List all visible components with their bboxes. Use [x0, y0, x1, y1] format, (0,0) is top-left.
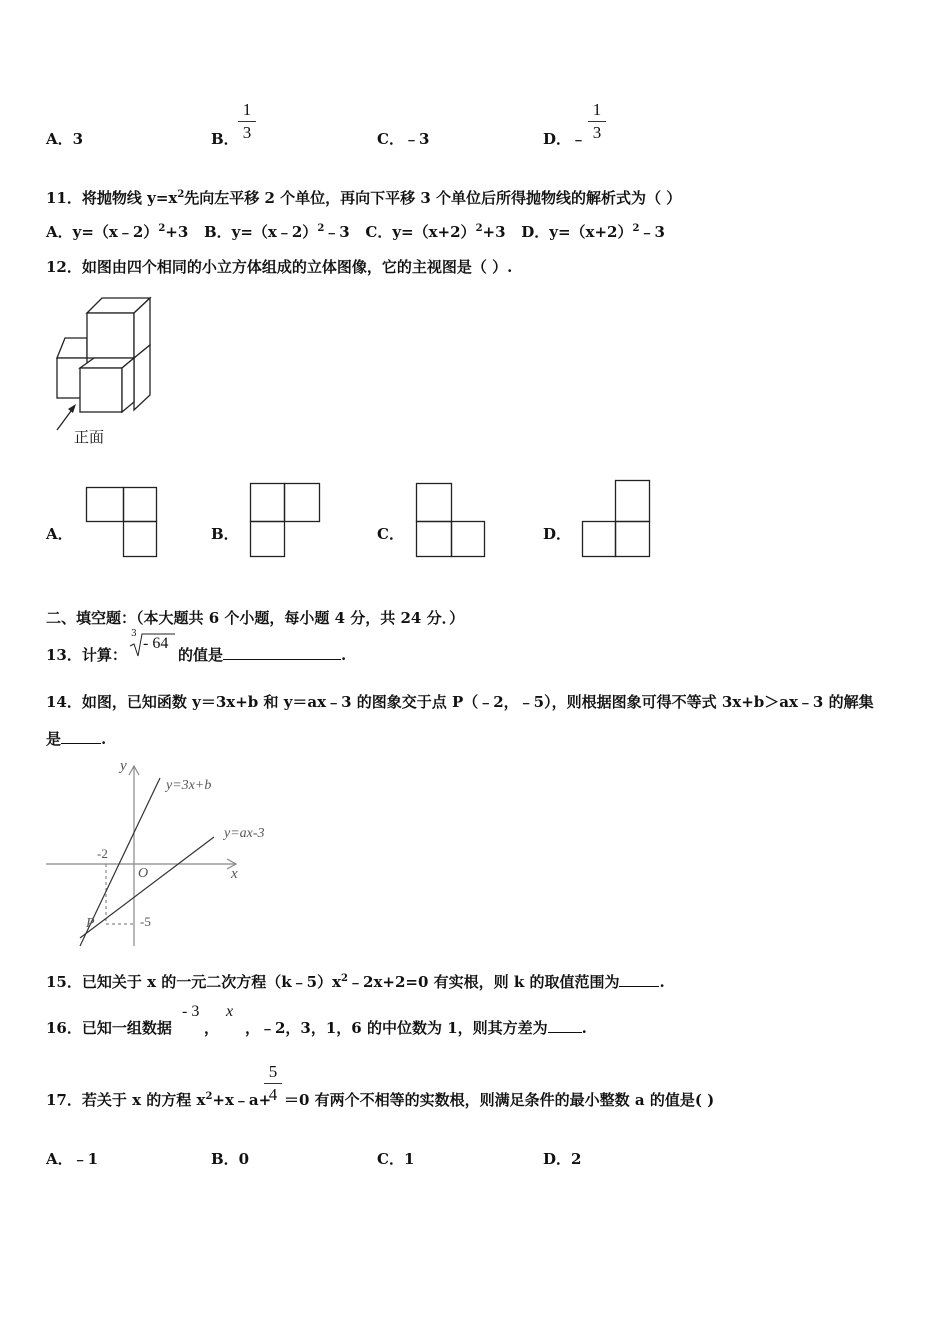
q14-stem: 14．如图，已知函数 y＝3x+b 和 y＝ax﹣3 的图象交于点 P（﹣2，﹣5），则根据图象可得不等式 3x+b＞ax﹣3 的解集: [46, 693, 874, 711]
q12-stem: 12．如图由四个相同的小立方体组成的立体图像，它的主视图是（ ）.: [46, 258, 513, 276]
line1-label: y=3x+b: [166, 778, 212, 793]
q17-stem: 17．若关于 x 的方程 $x^2+x﹣a+$: [46, 1091, 272, 1109]
q13-radicand: - 64: [143, 635, 169, 652]
q11-option-b: B．y=（x﹣2）$^2$﹣3: [203, 223, 350, 241]
q10-option-d: D．﹣: [543, 130, 587, 148]
numerator: 1: [592, 100, 602, 119]
q14-stem-2: 是 .: [46, 730, 107, 748]
numerator: 5: [268, 1062, 278, 1081]
q12-option-d-figure: [582, 480, 654, 560]
q17-stem-3: ＝0 有两个不相等的实数根，则满足条件的最小整数 a 的值是( ): [284, 1091, 715, 1109]
tick-x-label: -2: [97, 846, 108, 861]
q10-option-c: C．﹣3: [377, 130, 430, 148]
q13-root-index: 3: [131, 629, 137, 639]
q12-option-c-figure: [416, 483, 488, 559]
q11-stem: 11．将抛物线 $y=x^2$先向左平移 2 个单位，再向下平移 3 个单位后所得抛物线的解析式为（ ）: [46, 189, 682, 207]
front-label: 正面: [74, 428, 105, 446]
q12-option-d: D．: [543, 525, 572, 543]
q15-answer-blank[interactable]: [619, 972, 659, 987]
q11-option-c: C．$y=(x+2)^2+3$: [365, 223, 506, 241]
q12-option-c: C．: [377, 525, 404, 543]
x-axis-label: x: [231, 866, 238, 882]
q16-comma: ，: [204, 1019, 220, 1037]
q11-option-d: D．$y=(x+2)^2﹣3$: [521, 223, 665, 241]
denominator: 4: [268, 1085, 278, 1104]
q16-value-1: - 3: [182, 1003, 200, 1020]
y-axis-label: y: [120, 758, 127, 774]
tick-y-label: -5: [140, 914, 151, 929]
denominator: 3: [592, 123, 602, 142]
q10-option-b: B．: [211, 130, 239, 148]
q17-option-d: D．2: [543, 1150, 582, 1168]
q11-option-a: A．y=（x﹣2）$^2$+3: [46, 223, 189, 241]
q10-option-a: A．3: [46, 130, 84, 148]
q16-rest: ，﹣2，3，1，6 的中位数为 1，则其方差为 .: [245, 1019, 587, 1037]
origin-label: O: [138, 866, 149, 881]
q16-answer-blank[interactable]: [548, 1018, 582, 1033]
q17-option-a: A．﹣1: [46, 1150, 99, 1168]
q13-prefix: 13．计算：: [46, 646, 127, 664]
q17-fraction: [264, 1062, 282, 1105]
point-p-label: P: [86, 916, 95, 931]
q14-graph: [0, 0, 300, 960]
line2-label: y=ax-3: [224, 826, 265, 841]
section-2-title: 二、填空题：（本大题共 6 个小题，每小题 4 分，共 24 分．）: [46, 609, 465, 627]
q10-fraction-d: [588, 100, 606, 143]
q16-prefix: 16．已知一组数据: [46, 1019, 172, 1037]
q17-option-b: B．0: [211, 1150, 250, 1168]
q16-value-x: x: [226, 1003, 234, 1020]
q13-suffix: 的值是 .: [178, 646, 347, 664]
q17-option-c: C．1: [377, 1150, 415, 1168]
q12-option-a: A．: [46, 525, 73, 543]
q12-option-b: B．: [211, 525, 239, 543]
numerator: 1: [242, 100, 252, 119]
denominator: 3: [242, 123, 252, 142]
q15-stem: 15．已知关于 x 的一元二次方程$(k﹣5)x^2﹣2x+2=0$ 有实根，则 k 的取值范围为 .: [46, 973, 665, 991]
